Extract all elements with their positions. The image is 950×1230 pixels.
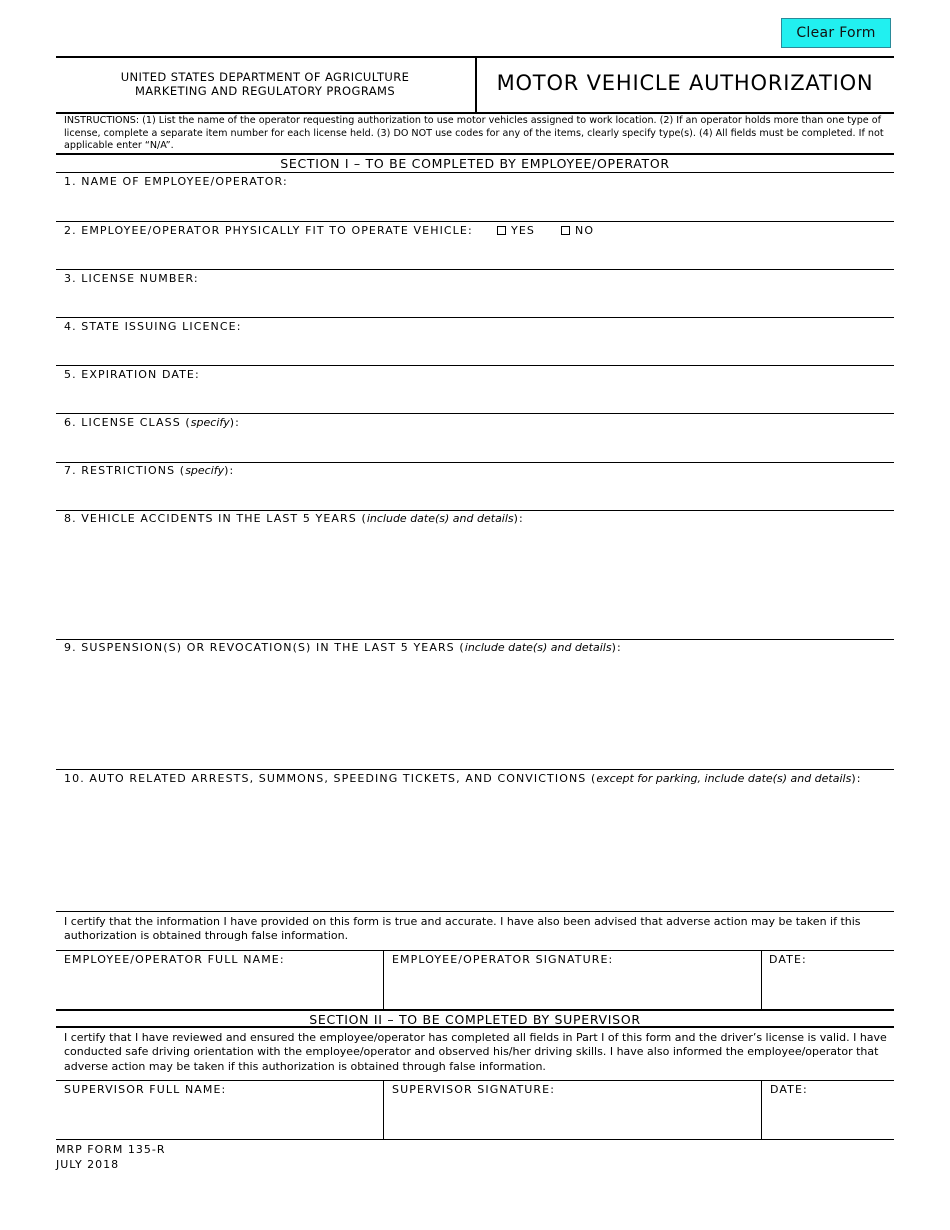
employee-signature-field[interactable]: [384, 968, 760, 1008]
license-number-input[interactable]: [56, 287, 894, 317]
vehicle-accidents-input[interactable]: [56, 527, 894, 637]
field-3-label: 3. LICENSE NUMBER:: [64, 272, 199, 285]
supervisor-name-label: SUPERVISOR FULL NAME:: [64, 1083, 227, 1096]
employee-signature-label: EMPLOYEE/OPERATOR SIGNATURE:: [392, 953, 614, 966]
no-option[interactable]: [561, 224, 594, 237]
supervisor-date-input[interactable]: [762, 1098, 894, 1138]
divider: [56, 462, 894, 463]
divider: [56, 365, 894, 366]
employee-date-input[interactable]: [762, 968, 894, 1008]
expiration-date-input[interactable]: [56, 383, 894, 413]
field-7-label-text: 7. RESTRICTIONS (: [64, 464, 186, 477]
suspensions-input[interactable]: [56, 656, 894, 766]
field-6-label-italic: specify: [190, 416, 230, 429]
field-7-label-italic: specify: [185, 464, 225, 477]
clear-form-button[interactable]: Clear Form: [781, 18, 891, 48]
field-7-label-end: ):: [224, 464, 235, 477]
supervisor-date-label: DATE:: [770, 1083, 808, 1096]
instructions: INSTRUCTIONS: (1) List the name of the operator requesting authorization to use motor vehicles assigned to work location. (2) If an operator holds more than one type of license, complete a separate item number for each license held. (3) DO NOT use codes for any of the items, clearly specify type(s). (4) All fields must be completed. If not applicable enter “N/A”.: [64, 115, 884, 152]
yes-label: YES: [511, 224, 535, 237]
form-bottom-rule: [56, 1139, 894, 1140]
supervisor-signature-label: SUPERVISOR SIGNATURE:: [392, 1083, 556, 1096]
divider: [56, 510, 894, 511]
no-label: NO: [575, 224, 595, 237]
field-6-label-end: ):: [229, 416, 240, 429]
form-title: MOTOR VEHICLE AUTHORIZATION: [496, 71, 874, 95]
no-checkbox[interactable]: [561, 226, 570, 235]
field-10-label: [64, 772, 862, 785]
field-8-label-text: 8. VEHICLE ACCIDENTS IN THE LAST 5 YEARS (: [64, 512, 367, 525]
section2-heading: SECTION II – TO BE COMPLETED BY SUPERVISOR: [309, 1012, 641, 1027]
field-10-label-italic: except for parking, include date(s) and details: [596, 772, 852, 785]
field-4-label: 4. STATE ISSUING LICENCE:: [64, 320, 242, 333]
field-9-label-text: 9. SUSPENSION(S) OR REVOCATION(S) IN THE LAST 5 YEARS (: [64, 641, 465, 654]
field-6-label-text: 6. LICENSE CLASS (: [64, 416, 191, 429]
divider: [56, 1080, 894, 1081]
section1-top-rule: [56, 153, 894, 155]
divider: [56, 911, 894, 912]
divider: [56, 950, 894, 951]
supervisor-signature-field[interactable]: [384, 1098, 760, 1138]
license-class-input[interactable]: [56, 431, 894, 461]
header-divider: [475, 57, 477, 113]
field-1-label: 1. NAME OF EMPLOYEE/OPERATOR:: [64, 175, 288, 188]
department-line-2: MARKETING AND REGULATORY PROGRAMS: [134, 84, 396, 98]
employee-full-name-input[interactable]: [56, 968, 382, 1008]
supervisor-certification-text: I certify that I have reviewed and ensured the employee/operator has completed all fields in Part I of this form and the driver’s license is valid. I have conducted safe driving orientation with the employee/operator and observed his/her driving skills. I have also informed the employee/operator that adverse action may be taken if this authorization is obtained through false information.: [64, 1031, 887, 1073]
field-8-label-end: ):: [513, 512, 524, 525]
field-7-label: [64, 464, 234, 477]
field-9-label-italic: include date(s) and details: [464, 641, 612, 654]
employee-date-label: DATE:: [769, 953, 807, 966]
section2-heading-rule: [56, 1026, 894, 1028]
yes-checkbox[interactable]: [497, 226, 506, 235]
yes-option[interactable]: [497, 224, 535, 237]
employee-name-input[interactable]: [56, 190, 894, 220]
field-10-label-text: 10. AUTO RELATED ARRESTS, SUMMONS, SPEEDING TICKETS, AND CONVICTIONS (: [64, 772, 597, 785]
divider: [56, 639, 894, 640]
field-5-label: 5. EXPIRATION DATE:: [64, 368, 200, 381]
department-name: [58, 70, 472, 98]
form-number: MRP FORM 135-R: [56, 1143, 166, 1156]
field-9-label: [64, 641, 622, 654]
field-9-label-end: ):: [611, 641, 622, 654]
divider: [56, 769, 894, 770]
header-bottom-rule: [56, 112, 894, 114]
form-date: JULY 2018: [56, 1158, 120, 1171]
section1-heading: SECTION I – TO BE COMPLETED BY EMPLOYEE/OPERATOR: [280, 156, 670, 171]
field-8-label: [64, 512, 524, 525]
divider: [56, 269, 894, 270]
restrictions-input[interactable]: [56, 479, 894, 509]
employee-certification-text: I certify that the information I have provided on this form is true and accurate. I have also been advised that adverse action may be taken if this authorization is obtained through false information.: [64, 915, 861, 943]
state-issuing-input[interactable]: [56, 335, 894, 365]
department-line-1: UNITED STATES DEPARTMENT OF AGRICULTURE: [120, 70, 410, 84]
section2-top-rule: [56, 1009, 894, 1011]
section1-heading-rule: [56, 172, 894, 173]
divider: [56, 221, 894, 222]
field-6-label: [64, 416, 240, 429]
form-footer: [56, 1142, 166, 1172]
supervisor-full-name-input[interactable]: [56, 1098, 382, 1138]
employee-name-label: EMPLOYEE/OPERATOR FULL NAME:: [64, 953, 285, 966]
arrests-convictions-input[interactable]: [56, 787, 894, 909]
divider: [56, 317, 894, 318]
field-8-label-italic: include date(s) and details: [366, 512, 514, 525]
field-10-label-end: ):: [851, 772, 862, 785]
divider: [56, 413, 894, 414]
field-2-label: 2. EMPLOYEE/OPERATOR PHYSICALLY FIT TO OPERATE VEHICLE:: [64, 224, 473, 237]
